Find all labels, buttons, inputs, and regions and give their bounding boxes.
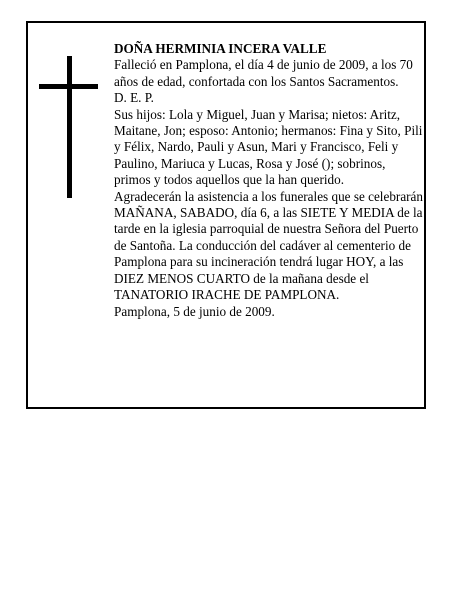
obituary-notice bbox=[26, 21, 426, 409]
cross-vertical-bar bbox=[67, 56, 72, 198]
family-list: Sus hijos: Lola y Miguel, Juan y Marisa; nietos: Aritz, Maitane, Jon; esposo: Antonio; hermanos: Fina y Sito, Pili y Félix, Nardo, Pauli y Asun, Mari y Francisco, Feli y Paulino, Mariuca y Lucas, Rosa y José (); sobrinos, primos y todos aquellos que la han querido. bbox=[114, 106, 423, 188]
place-date: Pamplona, 5 de junio de 2009. bbox=[114, 303, 275, 319]
obituary-text bbox=[114, 41, 424, 320]
rest-in-peace: D. E. P. bbox=[114, 90, 154, 106]
service-details: Agradecerán la asistencia a los funerales que se celebrarán MAÑANA, SABADO, día 6, a las SIETE Y MEDIA de la tarde en la iglesia parroquial de nuestra Señora del Puerto de Santoña. La conducción del cadáver al cementerio de Pamplona para su incineración tendrá lugar HOY, a las DIEZ MENOS CUARTO de la mañana desde el TANATORIO IRACHE DE PAMPLONA. bbox=[114, 188, 424, 303]
death-statement: Falleció en Pamplona, el día 4 de junio de 2009, a los 70 años de edad, confortada con los Santos Sacramentos. bbox=[114, 57, 413, 89]
deceased-name: DOÑA HERMINIA INCERA VALLE bbox=[114, 41, 327, 56]
cross-horizontal-bar bbox=[39, 84, 98, 89]
